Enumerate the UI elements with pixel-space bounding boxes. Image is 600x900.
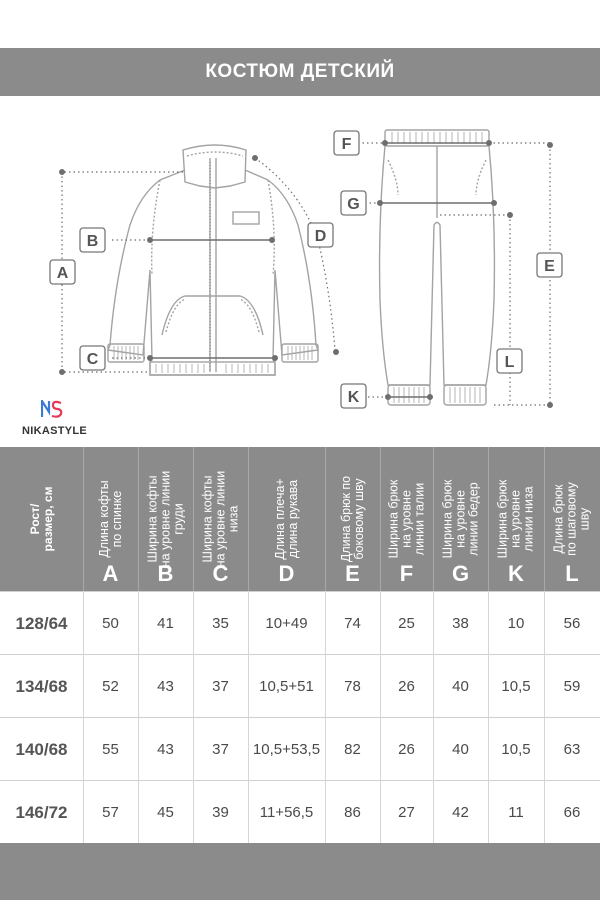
value-cell: 37 <box>212 678 229 695</box>
header-cell-b <box>138 447 193 591</box>
value-cell: 41 <box>157 615 174 632</box>
size-table <box>0 447 600 843</box>
svg-text:L: L <box>504 354 515 371</box>
header-cell-d <box>248 447 325 591</box>
value-cell: 40 <box>452 741 469 758</box>
jacket-measurements <box>60 156 339 375</box>
header-cell-g <box>433 447 488 591</box>
value-cell: 56 <box>563 615 581 632</box>
value-cell: 43 <box>157 741 174 758</box>
header-letter: B <box>157 561 174 586</box>
header-letter: A <box>102 561 119 586</box>
header-label: Длина брюк по боковому шву <box>338 475 366 563</box>
size-cell: 128/64 <box>15 613 68 633</box>
value-cell: 10,5 <box>501 678 531 695</box>
header-letter: E <box>345 561 360 586</box>
header-label: Длина брюк по шаговому шву <box>551 482 592 556</box>
value-cell: 63 <box>563 741 581 758</box>
value-cell: 59 <box>563 678 581 695</box>
value-cell: 39 <box>212 804 229 821</box>
header-cell-c <box>193 447 248 591</box>
header-cell-l <box>544 447 600 591</box>
header-letter: C <box>212 561 229 586</box>
value-cell: 42 <box>452 804 469 821</box>
table-row <box>0 654 600 718</box>
marker-f <box>334 131 359 155</box>
svg-text:K: K <box>347 389 360 406</box>
header-label: Ширина кофты на уровне линии груди <box>145 470 185 568</box>
value-cell: 52 <box>102 678 119 695</box>
size-cell: 134/68 <box>15 676 68 696</box>
body-divider <box>325 591 326 843</box>
header-divider <box>138 447 139 591</box>
value-cell: 45 <box>157 804 174 821</box>
value-cell: 86 <box>344 804 361 821</box>
svg-text:G: G <box>347 196 360 213</box>
value-cell: 26 <box>398 678 415 695</box>
body-divider <box>380 591 381 843</box>
value-cell: 35 <box>212 615 229 632</box>
header-divider <box>248 447 249 591</box>
value-cell: 10 <box>507 615 525 632</box>
nikastyle-logo-icon <box>41 400 63 418</box>
header-letter: L <box>565 561 579 586</box>
marker-d <box>308 223 333 247</box>
value-cell: 25 <box>398 615 415 632</box>
header-letter: G <box>451 561 470 586</box>
value-cell: 57 <box>102 804 119 821</box>
value-cell: 43 <box>157 678 174 695</box>
value-cell: 10,5 <box>501 741 531 758</box>
marker-g <box>341 191 366 215</box>
brand-name: NIKASTYLE <box>22 425 88 437</box>
brand-block <box>22 400 88 437</box>
header-divider <box>544 447 545 591</box>
value-cell: 10,5+51 <box>259 678 314 695</box>
title-band <box>0 48 600 96</box>
value-cell: 11+56,5 <box>259 804 314 821</box>
value-cell: 40 <box>452 678 469 695</box>
body-divider <box>193 591 194 843</box>
value-cell: 26 <box>398 741 415 758</box>
body-divider <box>544 591 545 843</box>
table-row <box>0 591 600 655</box>
jacket-drawing <box>108 145 318 375</box>
header-divider <box>488 447 489 591</box>
header-letter: K <box>508 561 524 586</box>
value-cell: 11 <box>508 804 524 821</box>
page-title: КОСТЮМ ДЕТСКИЙ <box>205 61 395 82</box>
value-cell: 10,5+53,5 <box>252 741 321 758</box>
header-label: Ширина кофты на уровне линии низа <box>200 470 240 568</box>
header-label: Ширина брюк на уровне линии низа <box>495 479 536 559</box>
marker-c <box>80 346 105 370</box>
value-cell: 27 <box>398 804 415 821</box>
value-cell: 66 <box>563 804 581 821</box>
marker-a <box>50 260 75 284</box>
value-cell: 38 <box>452 615 469 632</box>
marker-k <box>341 384 366 408</box>
marker-b <box>80 228 105 252</box>
body-divider <box>248 591 249 843</box>
body-divider <box>138 591 139 843</box>
header-letter: D <box>278 561 295 586</box>
value-cell: 82 <box>344 741 361 758</box>
header-label: Рост/ размер, см <box>27 486 55 552</box>
header-cell-k <box>488 447 544 591</box>
header-cell-f <box>380 447 433 591</box>
value-cell: 55 <box>102 741 119 758</box>
value-cell: 37 <box>212 741 229 758</box>
body-divider <box>488 591 489 843</box>
value-cell: 78 <box>344 678 361 695</box>
size-cell: 140/68 <box>15 739 68 759</box>
header-cell-size <box>0 447 83 591</box>
header-label: Ширина брюк на уровне линии талии <box>386 479 426 559</box>
header-letter: F <box>399 561 414 586</box>
value-cell: 10+49 <box>265 615 308 632</box>
header-divider <box>83 447 84 591</box>
marker-e <box>537 253 562 277</box>
pants-drawing <box>380 130 495 405</box>
value-cell: 50 <box>102 615 119 632</box>
marker-l <box>497 349 522 373</box>
header-divider <box>433 447 434 591</box>
header-label: Ширина брюк на уровне линии бедер <box>440 479 480 559</box>
bottom-band <box>0 843 600 900</box>
table-row <box>0 717 600 781</box>
svg-text:A: A <box>56 265 69 282</box>
header-divider <box>325 447 326 591</box>
svg-text:C: C <box>86 351 99 368</box>
header-divider <box>380 447 381 591</box>
body-divider <box>83 591 84 843</box>
svg-text:E: E <box>544 258 555 275</box>
header-label: Длина плеча+ длина рукава <box>272 478 300 560</box>
svg-text:D: D <box>314 228 327 245</box>
size-cell: 146/72 <box>15 802 68 822</box>
header-divider <box>193 447 194 591</box>
body-divider <box>433 591 434 843</box>
table-row <box>0 780 600 844</box>
header-label: Длина кофты по спинке <box>96 480 124 558</box>
svg-text:F: F <box>341 136 352 153</box>
header-cell-a <box>83 447 138 591</box>
garment-illustration <box>0 100 600 445</box>
header-cell-e <box>325 447 380 591</box>
size-table-header <box>0 447 600 591</box>
pants-measurements <box>358 141 553 408</box>
svg-text:B: B <box>86 233 99 250</box>
value-cell: 74 <box>344 615 361 632</box>
